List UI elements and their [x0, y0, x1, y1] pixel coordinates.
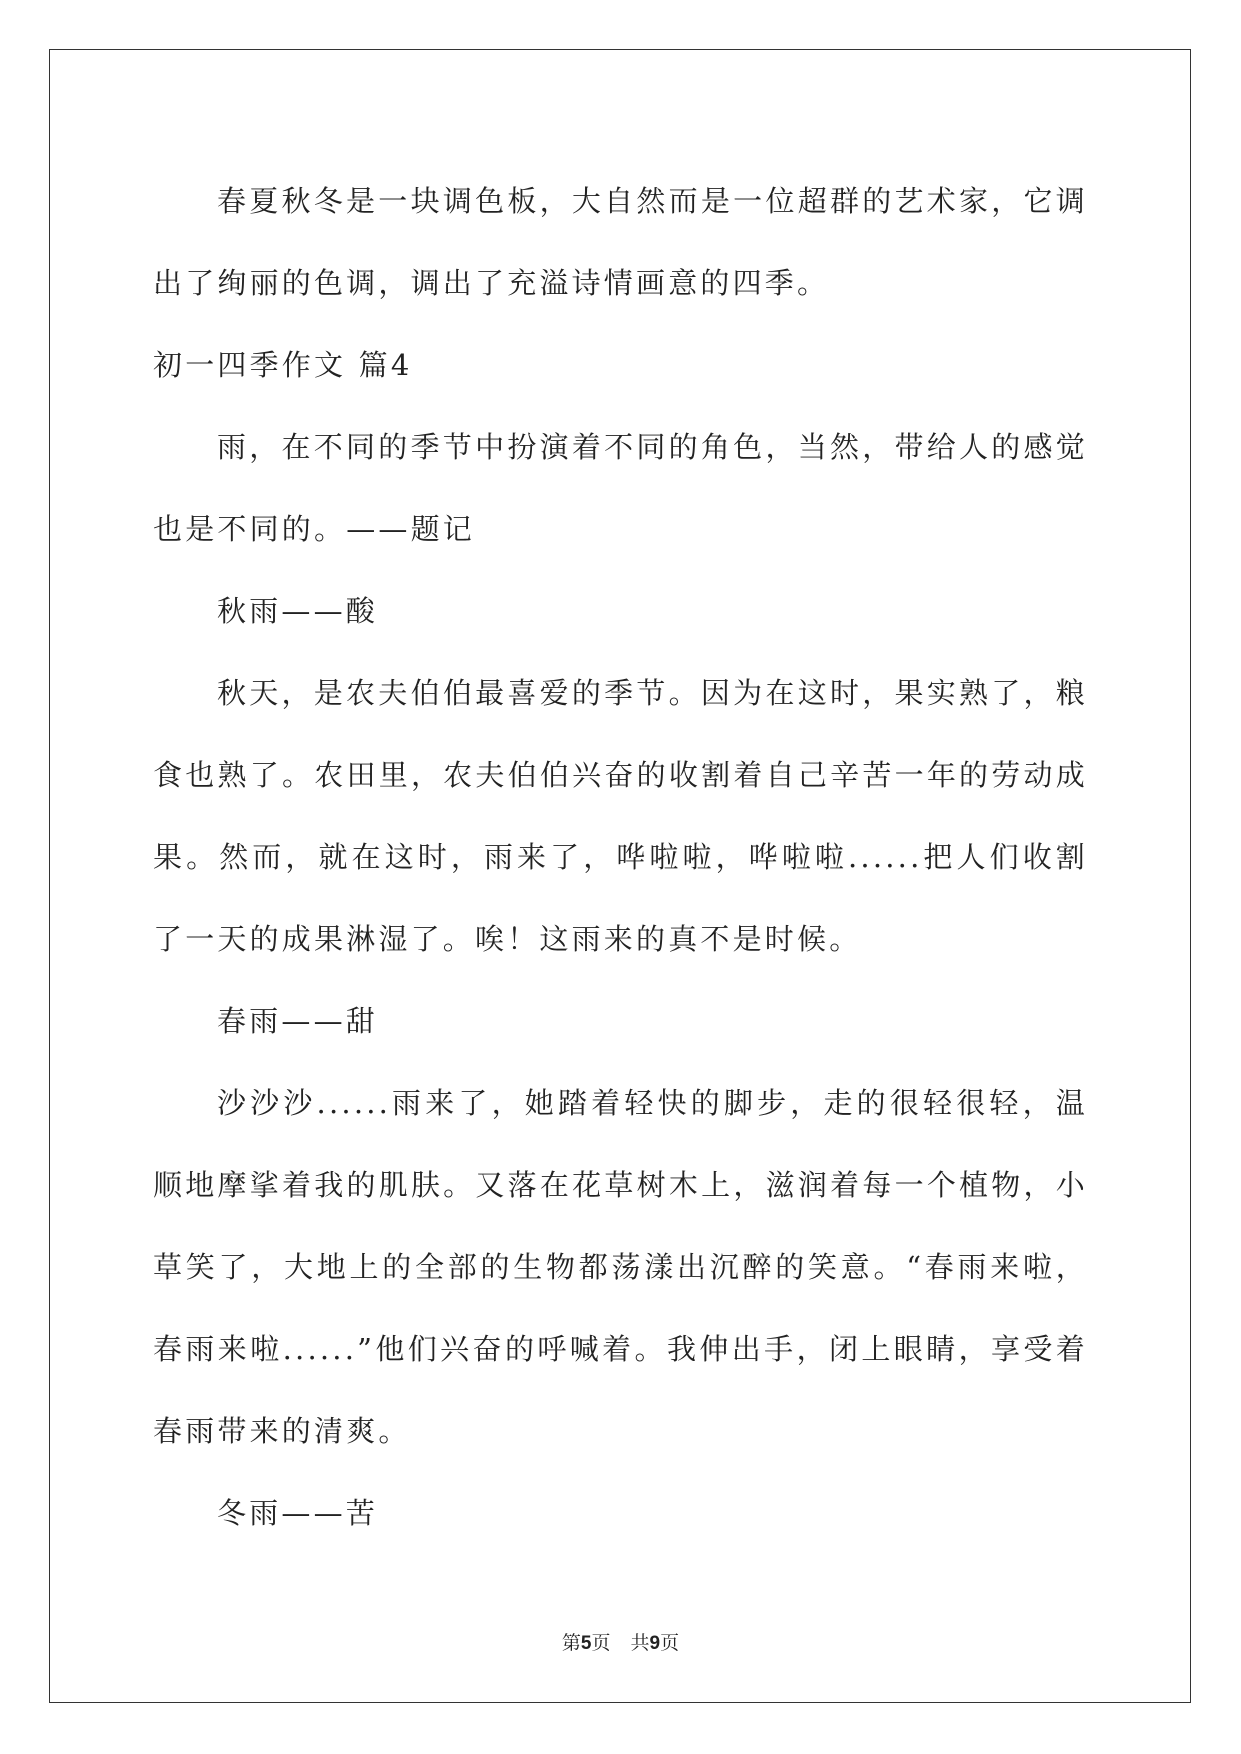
- page-suffix: 页: [591, 1632, 611, 1654]
- total-page-number: 9: [649, 1633, 661, 1654]
- total-suffix: 页: [660, 1632, 680, 1654]
- document-body: [153, 160, 1088, 1554]
- page-prefix: 第: [561, 1632, 581, 1654]
- current-page-number: 5: [580, 1633, 592, 1654]
- section-heading: 初一四季作文 篇4: [153, 348, 413, 382]
- paragraph: 秋天，是农夫伯伯最喜爱的季节。因为在这时，果实熟了，粮食也熟了。农田里，农夫伯伯兴奋的收割着自己辛苦一年的劳动成果。然而，就在这时，雨来了，哗啦啦，哗啦啦......把人们收割了一天的成果淋湿了。唉！这雨来的真不是时候。: [153, 676, 1088, 956]
- subheading: 春雨——甜: [217, 1004, 379, 1038]
- paragraph: 雨，在不同的季节中扮演着不同的角色，当然，带给人的感觉也是不同的。——题记: [153, 430, 1088, 546]
- total-prefix: 共: [630, 1632, 650, 1654]
- paragraph: 春夏秋冬是一块调色板，大自然而是一位超群的艺术家，它调出了绚丽的色调，调出了充溢诗情画意的四季。: [153, 184, 1088, 300]
- subheading: 冬雨——苦: [217, 1496, 379, 1530]
- paragraph: 沙沙沙......雨来了，她踏着轻快的脚步，走的很轻很轻，温顺地摩挲着我的肌肤。又落在花草树木上，滋润着每一个植物，小草笑了，大地上的全部的生物都荡漾出沉醉的笑意。“春雨来啦，春雨来啦......”他们兴奋的呼喊着。我伸出手，闭上眼睛，享受着春雨带来的清爽。: [153, 1086, 1088, 1448]
- subheading: 秋雨——酸: [217, 594, 379, 628]
- page-footer: [0, 1628, 1241, 1655]
